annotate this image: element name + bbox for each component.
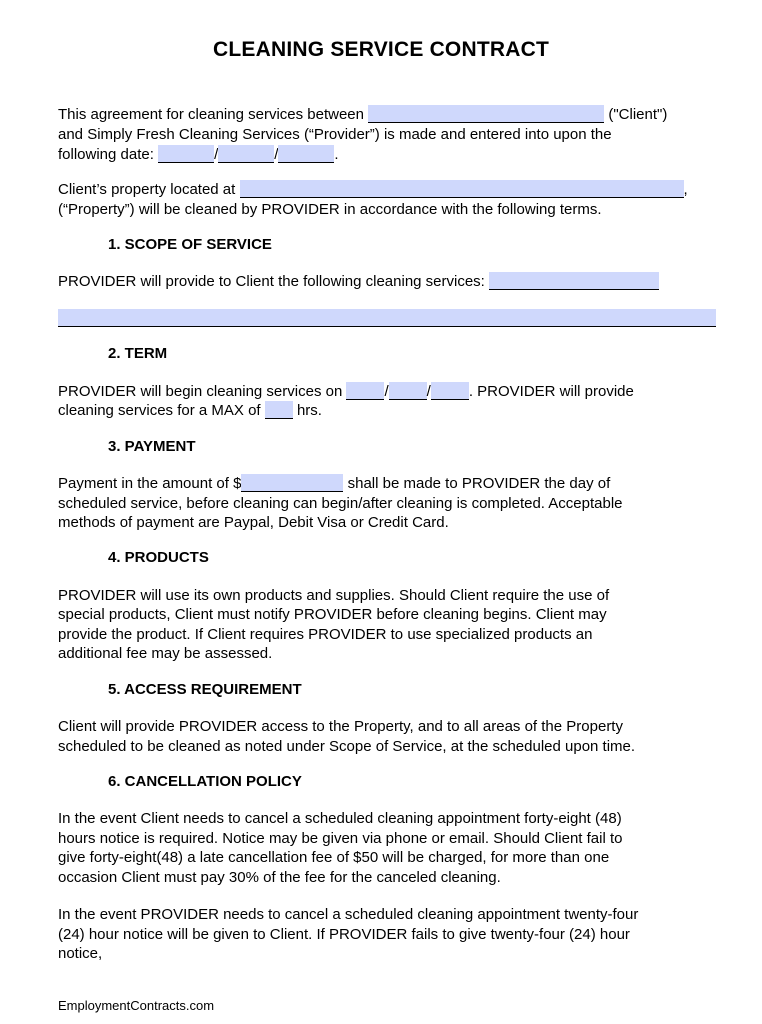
scope-services-field-2[interactable] [58, 309, 716, 327]
cancel-p2-line-1: In the event PROVIDER needs to cancel a scheduled cleaning appointment twenty-four [58, 906, 639, 923]
intro-line-3 [58, 145, 339, 164]
start-month-field[interactable] [346, 382, 384, 400]
cancel-p1-line-3: give forty-eight(48) a late cancellation fee of $50 will be charged, for more than one [58, 849, 610, 866]
intro-line-2: and Simply Fresh Cleaning Services (“Provider”) is made and entered into upon the [58, 126, 612, 143]
property-label: Client’s property located at [58, 181, 236, 198]
date-separator: / [274, 146, 279, 163]
document-title: CLEANING SERVICE CONTRACT [213, 38, 549, 61]
term-line-1 [58, 382, 634, 401]
scope-text: PROVIDER will provide to Client the following cleaning services: [58, 273, 485, 290]
term-text-2: . PROVIDER will provide [468, 383, 634, 400]
section-heading-payment: 3. PAYMENT [108, 438, 196, 455]
start-year-field[interactable] [431, 382, 469, 400]
max-hours-field[interactable] [265, 401, 293, 419]
date-separator: / [426, 383, 431, 400]
date-day-field[interactable] [218, 145, 274, 163]
intro-line-1 [58, 105, 667, 124]
payment-amount-field[interactable] [241, 474, 343, 492]
section-heading-access: 5. ACCESS REQUIREMENT [108, 681, 302, 698]
date-period: . [334, 146, 339, 163]
payment-label: Payment in the amount of $ [58, 475, 242, 492]
cancel-p1-line-1: In the event Client needs to cancel a scheduled cleaning appointment forty-eight (48) [58, 810, 622, 827]
payment-line-3: methods of payment are Paypal, Debit Visa or Credit Card. [58, 514, 449, 531]
cancel-p1-line-2: hours notice is required. Notice may be given via phone or email. Should Client fail to [58, 830, 623, 847]
start-day-field[interactable] [389, 382, 427, 400]
products-line-3: provide the product. If Client requires PROVIDER to use specialized products an [58, 626, 593, 643]
products-line-2: special products, Client must notify PROVIDER before cleaning begins. Client may [58, 606, 607, 623]
date-year-field[interactable] [278, 145, 334, 163]
footer-site-link[interactable]: EmploymentContracts.com [58, 998, 215, 1013]
cancel-p2-line-3: notice, [58, 945, 103, 962]
payment-line-1 [58, 474, 610, 493]
scope-line-1 [58, 272, 659, 291]
date-separator: / [214, 146, 219, 163]
payment-text: shall be made to PROVIDER the day of [347, 475, 611, 492]
property-line-2: (“Property”) will be cleaned by PROVIDER in accordance with the following terms. [58, 201, 602, 218]
products-line-1: PROVIDER will use its own products and supplies. Should Client require the use of [58, 587, 610, 604]
client-label: ("Client") [608, 106, 668, 123]
section-heading-term: 2. TERM [108, 345, 168, 362]
access-line-2: scheduled to be cleaned as noted under Scope of Service, at the scheduled upon time. [58, 738, 636, 755]
property-address-field[interactable] [240, 180, 684, 198]
cancel-p1-line-4: occasion Client must pay 30% of the fee for the canceled cleaning. [58, 869, 501, 886]
section-heading-products: 4. PRODUCTS [108, 549, 209, 566]
term-line-2 [58, 401, 322, 420]
section-heading-scope: 1. SCOPE OF SERVICE [108, 236, 272, 253]
hours-unit: hrs. [296, 402, 322, 419]
scope-services-field[interactable] [489, 272, 659, 290]
property-line-1 [58, 180, 688, 199]
section-heading-cancellation: 6. CANCELLATION POLICY [108, 773, 302, 790]
date-label: following date: [58, 146, 154, 163]
client-name-field[interactable] [368, 105, 604, 123]
payment-line-2: scheduled service, before cleaning can begin/after cleaning is completed. Acceptable [58, 495, 623, 512]
date-separator: / [384, 383, 389, 400]
products-line-4: additional fee may be assessed. [58, 645, 273, 662]
access-line-1: Client will provide PROVIDER access to the Property, and to all areas of the Property [58, 718, 623, 735]
property-comma: , [683, 181, 688, 198]
max-hours-label: cleaning services for a MAX of [58, 402, 261, 419]
intro-text: This agreement for cleaning services between [58, 106, 364, 123]
term-text: PROVIDER will begin cleaning services on [58, 383, 343, 400]
cancel-p2-line-2: (24) hour notice will be given to Client. If PROVIDER fails to give twenty-four (24) hour [58, 926, 630, 943]
date-month-field[interactable] [158, 145, 214, 163]
